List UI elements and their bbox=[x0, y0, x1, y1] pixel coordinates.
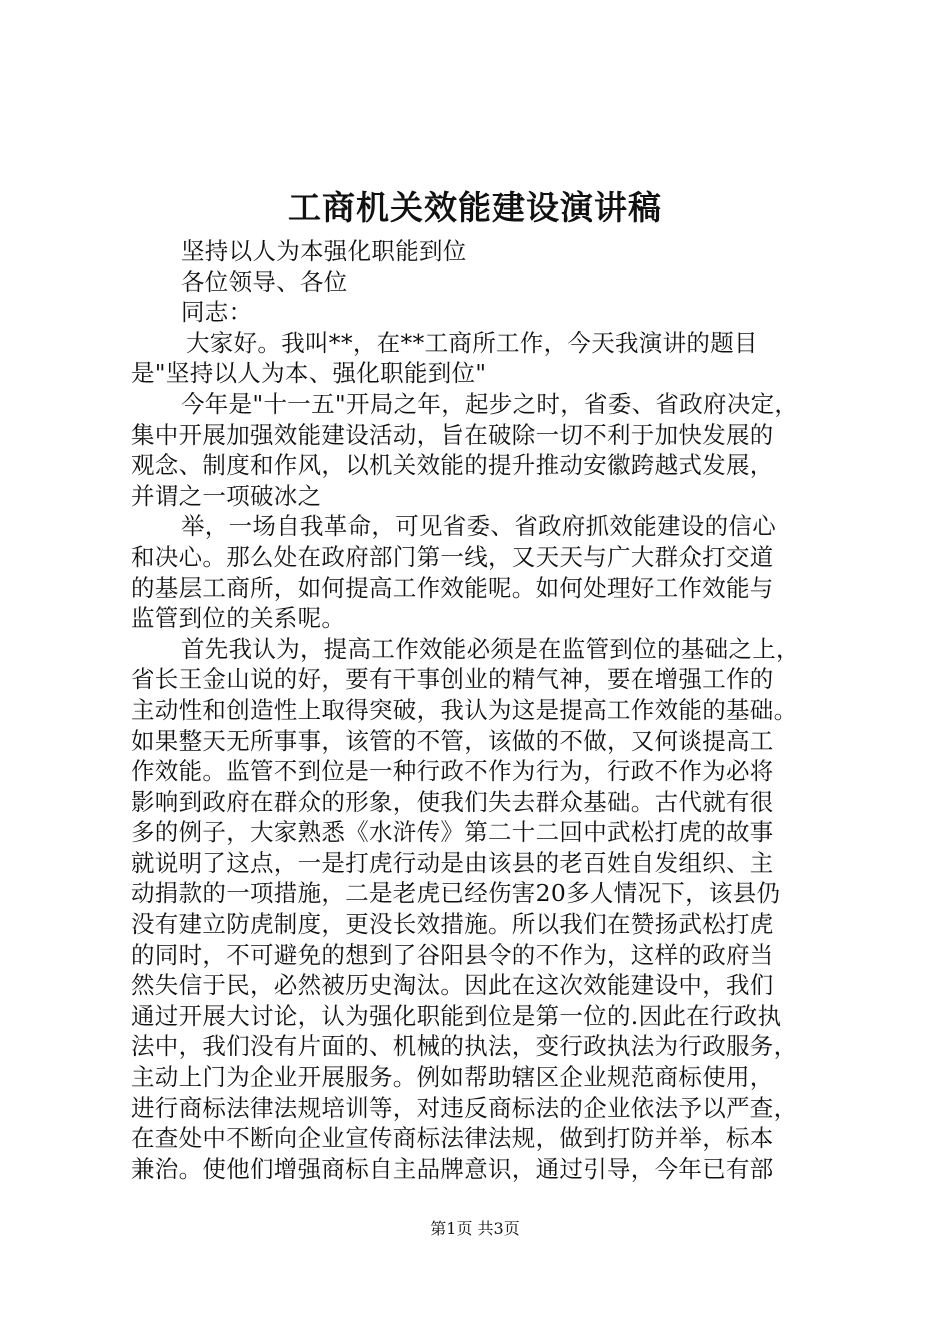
document-title: 工商机关效能建设演讲稿 bbox=[288, 188, 662, 227]
paragraph-line: 首先我认为，提高工作效能必须是在监管到位的基础之上， bbox=[181, 634, 800, 663]
subtitle-line: 坚持以人为本强化职能到位 bbox=[181, 237, 467, 265]
paragraph-line: 并谓之一项破冰之 bbox=[131, 481, 322, 510]
paragraph-line: 多的例子，大家熟悉《水浒传》第二十二回中武松打虎的故事 bbox=[131, 818, 774, 847]
paragraph-line: 兼治。使他们增强商标自主品牌意识，通过引导，今年已有部 bbox=[131, 1154, 774, 1183]
paragraph-line: 然失信于民，必然被历史淘汰。因此在这次效能建设中，我们 bbox=[131, 971, 774, 1000]
paragraph-line: 如果整天无所事事，该管的不管，该做的不做，又何谈提高工 bbox=[131, 726, 774, 755]
paragraph-line: 没有建立防虎制度，更没长效措施。所以我们在赞扬武松打虎 bbox=[131, 910, 774, 939]
paragraph-line: 法中，我们没有片面的、机械的执法，变行政执法为行政服务， bbox=[131, 1032, 798, 1061]
paragraph-line: 是"坚持以人为本、强化职能到位" bbox=[131, 359, 487, 388]
paragraph-line: 的基层工商所，如何提高工作效能呢。如何处理好工作效能与 bbox=[131, 573, 774, 602]
paragraph-line: 的同时，不可避免的想到了谷阳县令的不作为，这样的政府当 bbox=[131, 940, 774, 969]
paragraph-line: 作效能。监管不到位是一种行政不作为行为，行政不作为必将 bbox=[131, 757, 774, 786]
paragraph-line: 监管到位的关系呢。 bbox=[131, 604, 346, 633]
paragraph-line: 主动性和创造性上取得突破，我认为这是提高工作效能的基础。 bbox=[131, 695, 798, 724]
paragraph-line: 影响到政府在群众的形象，使我们失去群众基础。古代就有很 bbox=[131, 787, 774, 816]
document-body bbox=[131, 236, 843, 1184]
paragraph-line: 和决心。那么处在政府部门第一线，又天天与广大群众打交道 bbox=[131, 542, 774, 571]
paragraph-line: 今年是"十一五"开局之年，起步之时，省委、省政府决定， bbox=[181, 389, 799, 418]
paragraph-line: 集中开展加强效能建设活动，旨在破除一切不利于加快发展的 bbox=[131, 420, 774, 449]
paragraph-line: 大家好。我叫**，在**工商所工作，今天我演讲的题目 bbox=[186, 328, 758, 357]
paragraph-line: 举，一场自我革命，可见省委、省政府抓效能建设的信心 bbox=[181, 512, 776, 541]
salutation-line: 同志： bbox=[181, 298, 253, 327]
paragraph-line: 进行商标法律法规培训等，对违反商标法的企业依法予以严查， bbox=[131, 1093, 798, 1122]
salutation-line: 各位领导、各位 bbox=[181, 267, 348, 296]
paragraph-line: 在查处中不断向企业宣传商标法律法规，做到打防并举，标本 bbox=[131, 1124, 774, 1153]
page-footer: 第1页 共3页 bbox=[430, 1219, 520, 1238]
paragraph-line: 动捐款的一项措施，二是老虎已经伤害20多人情况下，该县仍 bbox=[131, 879, 781, 908]
paragraph-line: 就说明了这点，一是打虎行动是由该县的老百姓自发组织、主 bbox=[131, 848, 774, 877]
paragraph-line: 主动上门为企业开展服务。例如帮助辖区企业规范商标使用， bbox=[131, 1063, 774, 1092]
paragraph-line: 观念、制度和作风，以机关效能的提升推动安徽跨越式发展， bbox=[131, 451, 774, 480]
paragraph-line: 通过开展大讨论，认为强化职能到位是第一位的.因此在行政执 bbox=[131, 1001, 782, 1030]
paragraph-line: 省长王金山说的好，要有干事创业的精气神，要在增强工作的 bbox=[131, 665, 774, 694]
